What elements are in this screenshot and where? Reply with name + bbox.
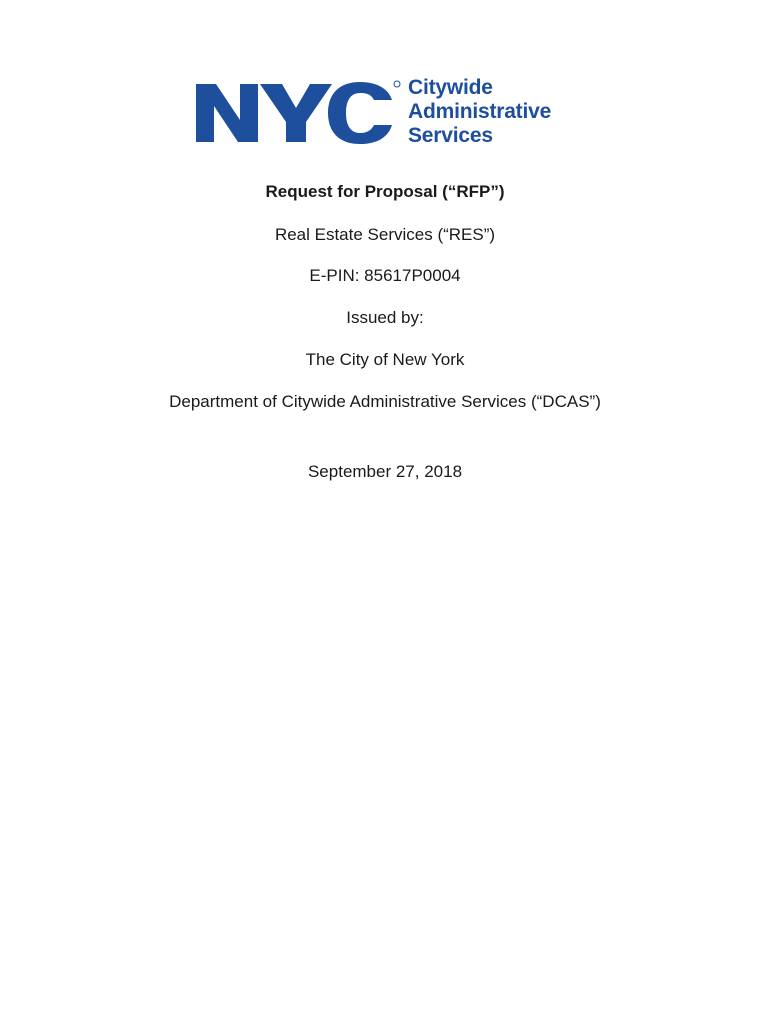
issued-by-label: Issued by: — [346, 308, 424, 327]
issuer-department: Department of Citywide Administrative Services (“DCAS”) — [169, 392, 601, 411]
document-title: Request for Proposal (“RFP”) — [265, 182, 505, 201]
issue-date: September 27, 2018 — [307, 462, 463, 481]
nyc-wordmark-icon — [196, 76, 401, 150]
logo-line-2: Administrative — [408, 100, 552, 123]
epin-text: E-PIN: 85617P0004 — [309, 266, 461, 285]
logo-line-1: Citywide — [408, 76, 493, 99]
document-subtitle: Real Estate Services (“RES”) — [274, 225, 496, 244]
logo-agency-name — [408, 76, 578, 148]
logo-line-3: Services — [408, 124, 493, 147]
issuer-city: The City of New York — [305, 350, 465, 369]
nyc-dcas-logo — [196, 76, 576, 150]
